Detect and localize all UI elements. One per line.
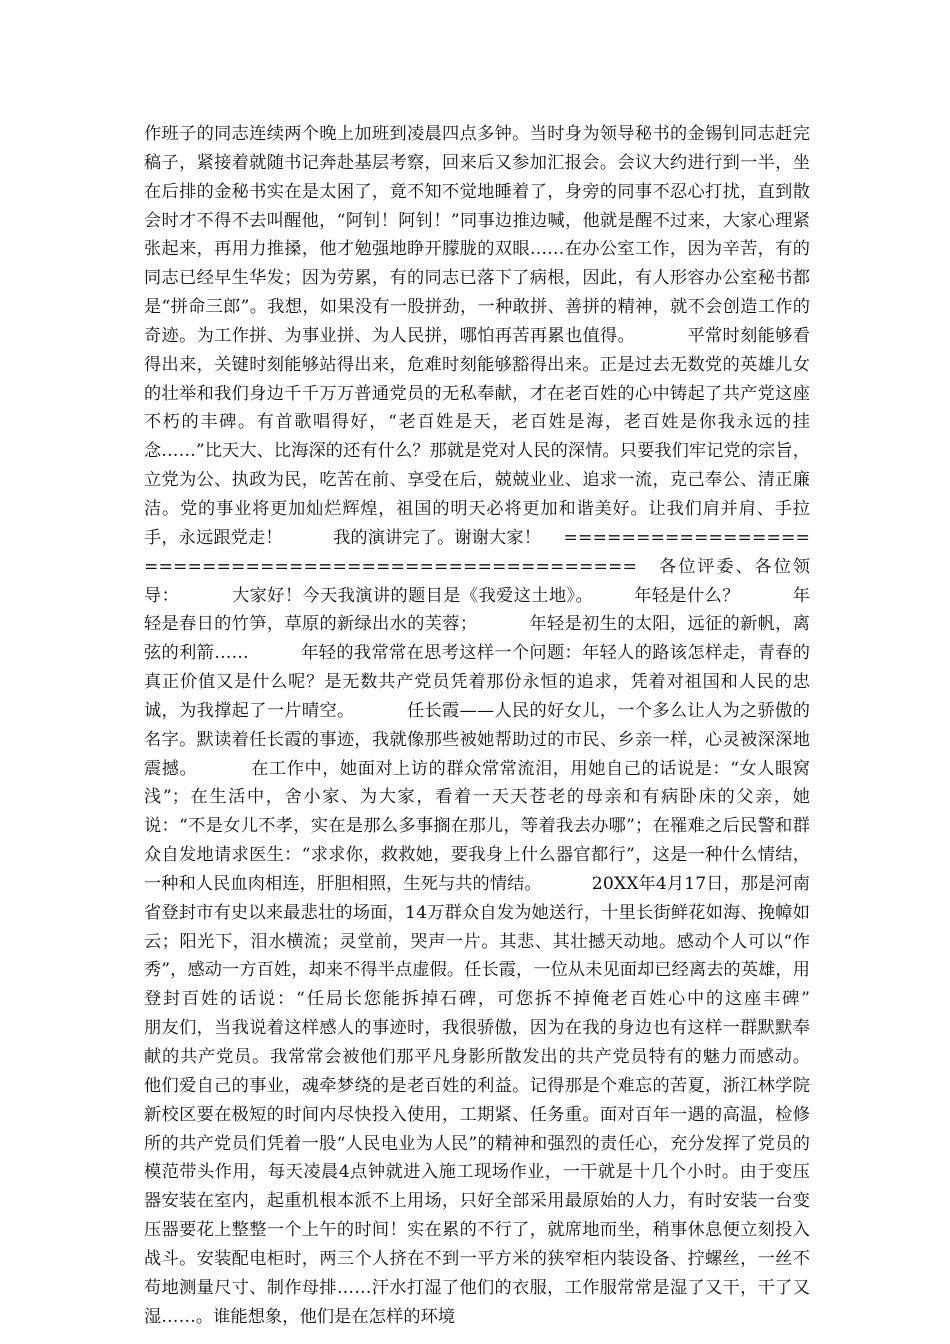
body-text: 作班子的同志连续两个晚上加班到凌晨四点多钟。当时身为领导秘书的金锡钊同志赶完稿子，紧接着就随书记奔赴基层考察，回来后又参加汇报会。会议大约进行到一半，坐在后排的金秘书实在是太困了，竟不知不觉地睡着了，身旁的同事不忍心打扰，直到散会时才不得不去叫醒他，“阿钊！阿钊！”同事边推边喊，他就是醒不过来，大家心理紧张起来，再用力推搡，他才勉强地睁开朦胧的双眼……在办公室工作，因为辛苦，有的同志已经早生华发；因为劳累，有的同志已落下了病根，因此，有人形容办公室秘书都是“拼命三郎”。我想，如果没有一股拼劲，一种敢拼、善拼的精神，就不会创造工作的奇迹。为工作拼、为事业拼、为人民拼，哪怕再苦再累也值得。 平常时刻能够看得出来，关键时刻能够站得出来，危难时刻能够豁得出来。正是过去无数党的英雄儿女的壮举和我们身边千千万万普通党员的无私奉献，才在老百姓的心中铸起了共产党这座不朽的丰碑。有首歌唱得好，“老百姓是天，老百姓是海，老百姓是你我永远的挂念……”比天大、比海深的还有什么？那就是党对人民的深情。只要我们牢记党的宗旨，立党为公、执政为民，吃苦在前、享受在后，兢兢业业、追求一流，克己奉公、清正廉洁。党的事业将更加灿烂辉煌，祖国的明天必将更加和谐美好。让我们肩并肩、手拉手，永远跟党走！ 我的演讲完了。谢谢大家！ =================================================== 各位评委、各位领导： 大家好！今天我演讲的题目是《我爱这土地》。 年轻是什么？ 年轻是春日的竹笋，草原的新绿出水的芙蓉； 年轻是初生的太阳，远征的新帆，离弦的利箭…… 年轻的我常常在思考这样一个问题：年轻人的路该怎样走，青春的真正价值又是什么呢？是无数共产党员凭着那份永恒的追求，凭着对祖国和人民的忠诚，为我撑起了一片晴空。 任长霞——人民的好女儿，一个多么让人为之骄傲的名字。默读着任长霞的事迹，我就像那些被她帮助过的市民、乡亲一样，心灵被深深地震撼。 在工作中，她面对上访的群众常常流泪，用她自己的话说是：“女人眼窝浅”；在生活中，舍小家、为大家，看着一天天苍老的母亲和有病卧床的父亲，她说：“不是女儿不孝，实在是那么多事搁在那儿，等着我去办哪”；在罹难之后民警和群众自发地请求医生：“求求你，救救她，要我身上什么器官都行”，这是一种什么情结，一种和人民血肉相连，肝胆相照，生死与共的情结。 20XX年4月17日，那是河南省登封市有史以来最悲壮的场面，14万群众自发为她送行，十里长街鲜花如海、挽幛如云；阳光下，泪水横流；灵堂前，哭声一片。其悲、其壮撼天动地。感动个人可以“作秀”，感动一方百姓，却来不得半点虚假。任长霞，一位从未见面却已经离去的英雄，用登封百姓的话说：“任局长您能拆掉石碑，可您拆不掉俺老百姓心中的这座丰碑” 朋友们，当我说着这样感人的事迹时，我很骄傲，因为在我的身边也有这样一群默默奉献的共产党员。我常常会被他们那平凡身影所散发出的共产党员特有的魅力而感动。 他们爱自己的事业，魂牵梦绕的是老百姓的利益。记得那是个难忘的苦夏，浙江林学院新校区要在极短的时间内尽快投入使用，工期紧、任务重。面对百年一遇的高温，检修所的共产党员们凭着一股“人民电业为人民”的精神和强烈的责任心，充分发挥了党员的模范带头作用，每天凌晨4点钟就进入施工现场作业，一干就是十几个小时。由于变压器安装在室内，起重机根本派不上用场，只好全部采用最原始的人力，有时安装一台变压器要花上整整一个上午的时间！实在累的不行了，就席地而坐，稍事休息便立刻投入战斗。安装配电柜时，两三个人挤在不到一平方米的狭窄柜内装设备、拧螺丝，一丝不苟地测量尺寸、制作母排……汗水打湿了他们的衣服，工作服常常是湿了又干，干了又湿……。谁能想象，他们是在怎样的环境 bbox=[144, 124, 861, 1327]
